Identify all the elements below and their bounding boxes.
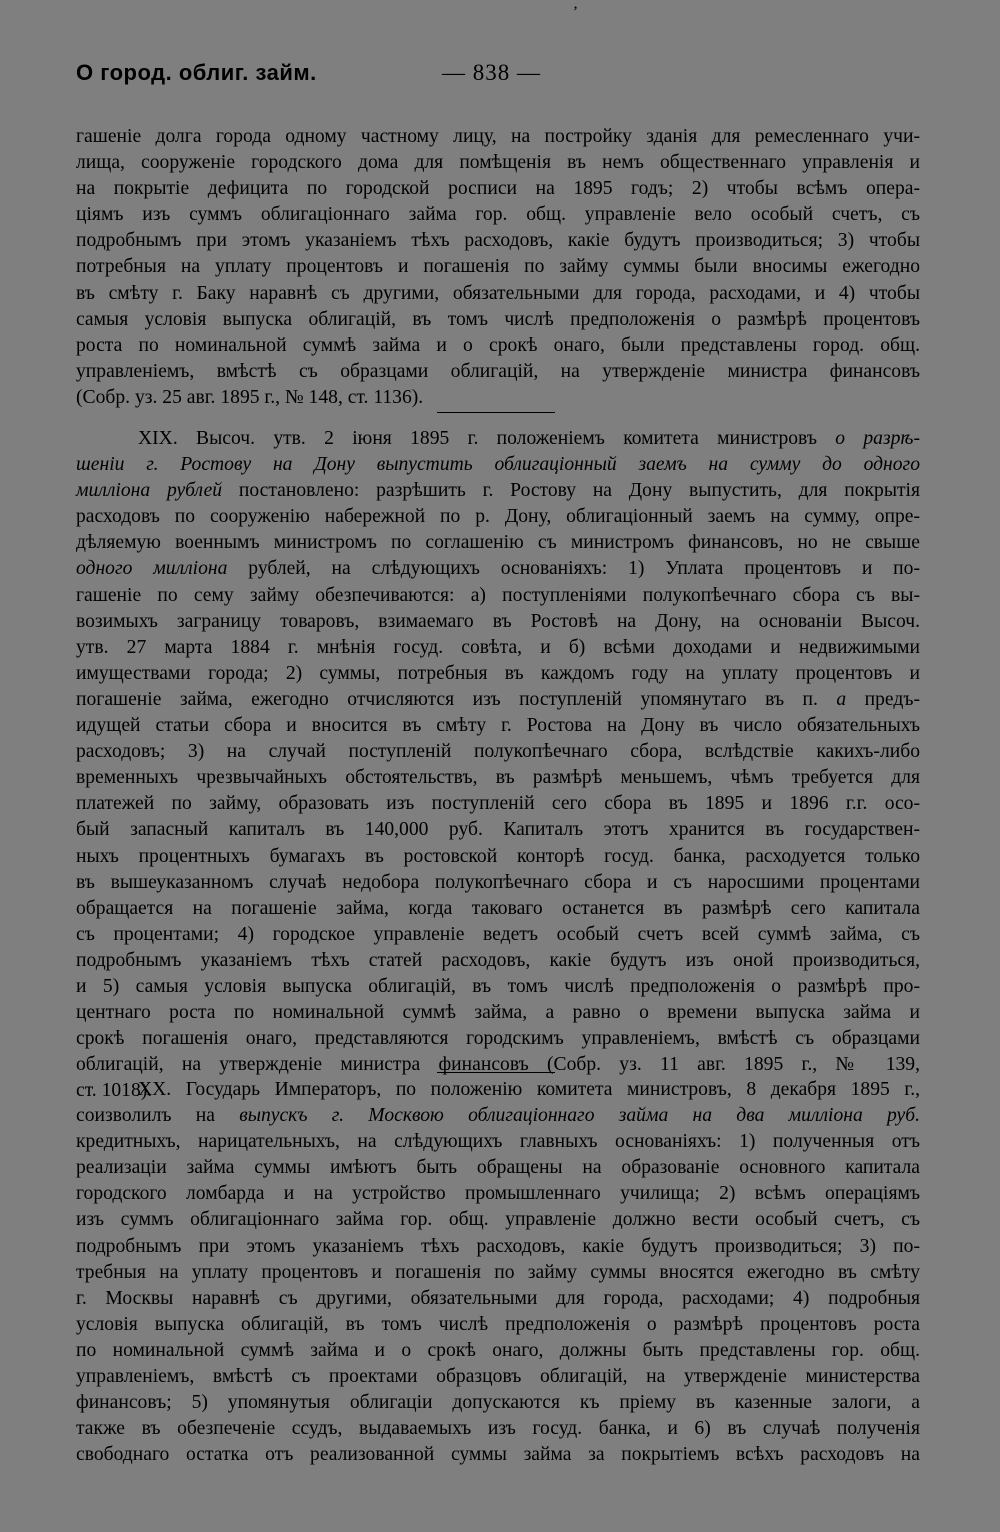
text-line: реализаціи займа суммы имѣютъ быть обращены на образованіе основного капитала [76,1157,920,1179]
text-line: въ смѣту г. Баку наравнѣ съ другими, обязательными для города, расходами, и 4) чтобы [76,282,920,304]
text-line: самыя условія выпуска облигацій, въ томъ числѣ предположенія о размѣрѣ процентовъ [76,308,920,330]
paragraph-xix [76,426,920,1104]
text-line: центнаго роста по номинальной суммѣ займа, а равно о времени выпуска займа и [76,1002,920,1024]
paragraph-continuation [76,124,920,411]
text-line: и 5) самыя условія выпуска облигацій, въ томъ числѣ предположенія о размѣрѣ про- [76,975,920,997]
text-line: имуществами города; 2) суммы, потребныя въ каждомъ году на уплату процентовъ и [76,662,920,684]
text-line: гашеніе долга города одному частному лицу, на постройку зданія для ремесленнаго учи- [76,126,920,147]
text-line: г. Москвы наравнѣ съ другими, обязательными для города, расходами; 4) подробныя [76,1287,920,1309]
text-line: обращается на погашеніе займа, когда таковаго останется въ размѣрѣ сего капитала [76,897,920,919]
text-line: погашеніе займа, ежегодно отчисляются изъ поступленій упомянутаго въ п. а предъ- [76,688,920,710]
text-line: подробнымъ при этомъ указаніемъ тѣхъ расходовъ, какіе будутъ производиться; 3) по- [76,1235,920,1257]
text-line: условія выпуска облигацій, въ томъ числѣ предположенія о размѣрѣ процентовъ роста [76,1313,920,1335]
stray-mark: ʼ [570,3,579,22]
text-line: финансовъ; 5) упомянутыя облигаціи допускаются къ пріему въ казенные залоги, а [76,1392,920,1414]
text-line: милліона рублей постановлено: разрѣшить г. Ростову на Дону выпустить, для покрытія [76,480,921,502]
text-line: управленіемъ, вмѣстѣ съ образцами облигацій, на утвержденіе министра финансовъ [76,360,920,382]
text-line: платежей по займу, образовать изъ поступленій сего сбора въ 1895 и 1896 г.г. осо- [76,793,920,815]
text-line: соизволилъ на выпускъ г. Москвою облигаціоннаго займа на два милліона руб. [76,1105,920,1127]
text-line: кредитныхъ, нарицательныхъ, на слѣдующихъ главныхъ основаніяхъ: 1) полученныя отъ [76,1131,920,1153]
text-line: роста по номинальной суммѣ займа и о срокѣ онаго, были представлены город. общ. [76,334,920,356]
text-line: возимыхъ заграницу товаровъ, взимаемаго въ Ростовѣ на Дону, на основаніи Высоч. [76,610,920,632]
text-line: по номинальной суммѣ займа и о срокѣ онаго, должны быть представлены гор. общ. [76,1339,920,1361]
text-line: на покрытіе дефицита по городской росписи на 1895 годъ; 2) чтобы всѣмъ опера- [76,178,920,200]
text-line: въ вышеуказанномъ случаѣ недобора полукопѣечнаго сбора и съ наросшими процентами [76,871,920,893]
text-line: городского ломбарда и на устройство промышленнаго училища; 2) всѣмъ операціямъ [76,1183,920,1205]
text-line: бый запасный капиталъ въ 140,000 руб. Капиталъ этотъ хранится въ государствен- [76,819,920,841]
text-line: гашеніе по сему займу обезпечиваются: а) поступленіями полукопѣечнаго сбора съ вы- [76,584,920,606]
text-line: также въ обезпеченіе ссудъ, выдаваемыхъ изъ госуд. банка, и 6) въ случаѣ полученія [76,1418,920,1440]
text-line: одного милліона рублей, на слѣдующихъ основаніяхъ: 1) Уплата процентовъ и по- [76,558,920,580]
text-line: ціямъ изъ суммъ облигаціоннаго займа гор. общ. управленіе вело особый счетъ, съ [76,204,920,226]
text-line: лища, сооруженіе городского дома для помѣщенія въ немъ общественнаго управленія и [76,152,920,174]
text-line: облигацій, на утвержденіе министра финансовъ (Собр. уз. 11 авг. 1895 г., № 139, [76,1054,920,1076]
page-number: — 838 — [442,60,541,85]
text-line: подробнымъ указаніемъ тѣхъ статей расходовъ, какіе будутъ изъ оной производиться, [76,949,920,971]
text-line: (Собр. уз. 25 авг. 1895 г., № 148, ст. 1136). [76,386,424,408]
text-line: шеніи г. Ростову на Дону выпустить облигаціонный заемъ на сумму до одного [76,454,920,476]
text-line: свободнаго остатка отъ реализованной суммы займа за покрытіемъ всѣхъ расходовъ на [76,1444,920,1466]
text-line: срокѣ погашенія онаго, представляются городскимъ управленіемъ, вмѣстѣ съ образцами [76,1028,920,1050]
text-line: расходовъ; 3) на случай поступленій полукопѣечнаго сбора, вслѣдствіе какихъ-либо [76,741,920,763]
text-line: требныя на уплату процентовъ и погашенія по займу суммы вносятся ежегодно въ смѣту [76,1261,920,1283]
text-line: съ процентами; 4) городское управленіе ведетъ особый счетъ всей суммѣ займа, съ [76,923,920,945]
text-line: расходовъ по сооруженію набережной по р. Дону, облигаціонный заемъ на сумму, опре- [76,506,920,528]
text-line: ст. 1018). [76,1080,153,1102]
text-line: временныхъ чрезвычайныхъ обстоятельствъ, въ размѣрѣ меньшемъ, чѣмъ требуется для [76,767,920,789]
running-title: О город. облиг. займ. [76,60,317,85]
text-line: ныхъ процентныхъ бумагахъ въ ростовской конторѣ госуд. банка, расходуется только [76,845,920,867]
text-line: XIX. Высоч. утв. 2 іюня 1895 г. положеніемъ комитета министровъ о разрѣ- [138,428,921,449]
section-divider [437,412,555,413]
text-line: потребныя на уплату процентовъ и погашенія по займу суммы были вносимы ежегодно [76,256,920,278]
text-line: подробнымъ при этомъ указаніемъ тѣхъ расходовъ, какіе будутъ производиться; 3) чтобы [76,230,920,252]
text-line: управленіемъ, вмѣстѣ съ проектами образцовъ облигацій, на утвержденіе министерства [76,1366,920,1388]
section-divider [437,1072,555,1073]
text-line: XX. Государь Императоръ, по положенію комитета министровъ, 8 декабря 1895 г., [138,1079,920,1100]
paragraph-xx [76,1077,920,1468]
text-line: изъ суммъ облигаціоннаго займа гор. общ. управленіе должно вести особый счетъ, съ [76,1209,920,1231]
text-line: дѣляемую военнымъ министромъ по соглашенію съ министромъ финансовъ, но не свыше [76,532,920,554]
text-line: идущей статьи сбора и вносится въ смѣту г. Ростова на Дону въ число обязательныхъ [76,715,920,737]
text-line: утв. 27 марта 1884 г. мнѣнія госуд. совѣта, и б) всѣми доходами и недвижимыми [76,636,920,658]
page-header [76,60,926,96]
